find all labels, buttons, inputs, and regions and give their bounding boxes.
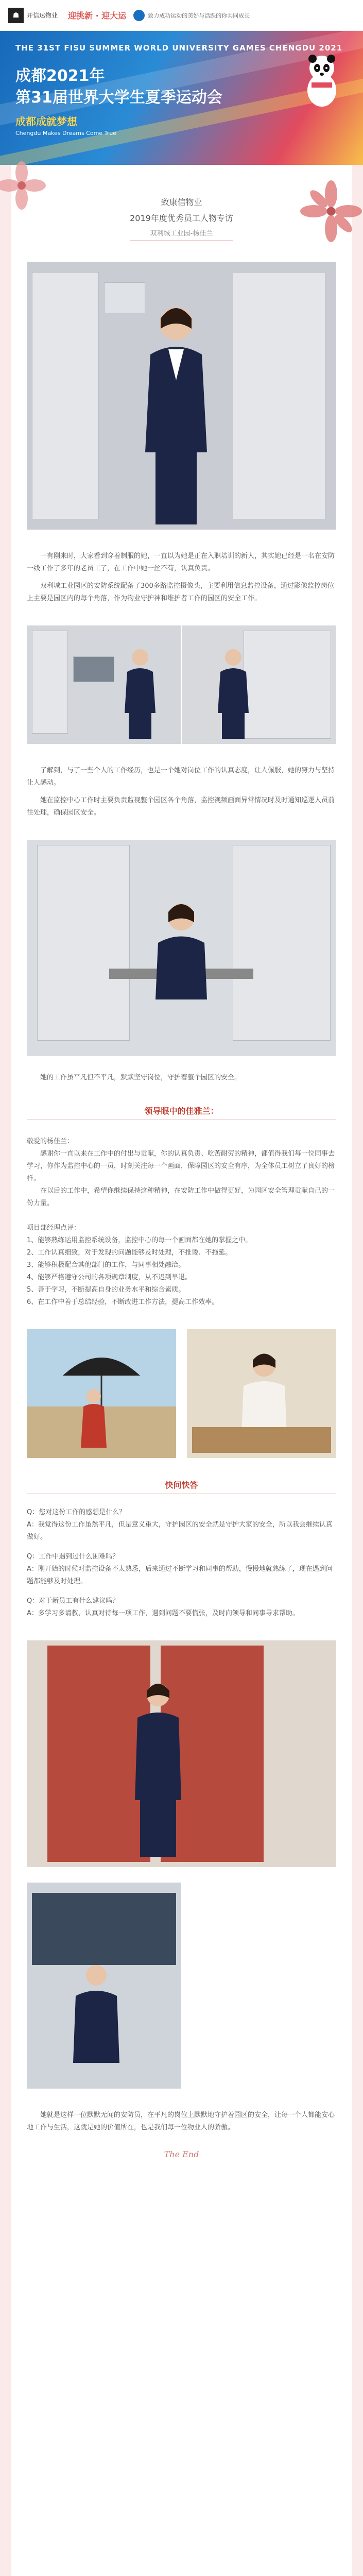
top-bar (0, 0, 363, 31)
intro-title: 2019年度优秀员工人物专访 (130, 213, 233, 223)
logo-icon: ☗ (12, 11, 20, 20)
qa-answer: A：我觉得这份工作虽然平凡，但是意义重大，守护园区的安全就是守护大家的安全，所以我会继续认真做好。 (27, 1521, 333, 1541)
person-figure-icon (119, 646, 161, 739)
person-figure-icon (213, 646, 254, 739)
qa-answer: A：多学习多请教，认真对待每一项工作，遇到问题不要慌张，及时向领导和同事寻求帮助。 (27, 1609, 299, 1617)
qa-question: Q：工作中遇到过什么困难吗？ (27, 1553, 119, 1561)
monitor-photo (27, 1883, 181, 2089)
paragraph-1: 一有刚来时，大家看到穿着制服的她，一直以为她是正在入职培训的新人，其实她已经是一名在安防一线工作了多年的老员工了，在工作中她一丝不苟，认真负责。 (27, 552, 335, 572)
manager-item: 5、善于学习，不断提高自身的业务水平和综合素质。 (27, 1286, 185, 1294)
leader-greeting: 敬爱的杨佳兰： (27, 1138, 74, 1145)
slogan-left: 迎挑新 · 迎大运 (68, 11, 127, 21)
universiade-logo-icon (133, 10, 145, 21)
flower-decoration-icon (0, 160, 47, 211)
article-card (11, 165, 352, 2576)
manager-item: 6、在工作中善于总结经验，不断改进工作方法，提高工作效率。 (27, 1298, 219, 1306)
paragraph-2: 双利城工业园区的安防系统配备了300多路监控摄像头，主要利用信息监控设备，通过影像监控岗位上主要是园区内的每个角落，作为物业守护神和维护者工作的园区的安全工作。 (27, 582, 334, 602)
banner-title-1: 成都2021年 (15, 67, 105, 85)
leader-body-1: 感谢你一直以来在工作中的付出与贡献，你的认真负责、吃苦耐劳的精神，都值得我们每一位同事去学习，你作为监控中心的一员，时刻关注每一个画面，保障园区的安全有序，为全体员工树立了良好的榜样。 (27, 1150, 335, 1182)
flower-decoration-icon (300, 180, 362, 242)
banner-subtitle: 成都成就梦想 (15, 115, 77, 128)
door-photo (27, 1640, 336, 1867)
the-end: The End (164, 2149, 199, 2159)
person-figure-icon (135, 298, 217, 530)
leader-section-title: 领导眼中的佳雅兰： (144, 1106, 219, 1116)
paragraph-4: 她在监控中心工作时主要负责监视整个园区各个角落，监控视频画面异常情况时及时通知巡逻人员前往处理，确保园区安全。 (27, 796, 335, 817)
lifestyle-photo-left (27, 1329, 176, 1458)
intro-company: 致康信物业 (161, 197, 202, 207)
panda-mascot-icon (301, 52, 342, 108)
person-figure-icon (58, 1960, 135, 2083)
leader-body-2: 在以后的工作中，希望你继续保持这种精神，在安防工作中做得更好，为园区安全管理贡献自己的一份力量。 (27, 1187, 335, 1207)
work-photo-right (182, 625, 336, 744)
slogan-right: 致力成功运动的美好与活跃的你共同成长 (148, 12, 250, 19)
manager-item: 3、能够积极配合其他部门的工作，与同事相处融洽。 (27, 1261, 185, 1269)
company-name: 开信达物业 (27, 12, 58, 19)
paragraph-3: 了解到，与了一些个人的工作经历，也是一个她对岗位工作的认真态度，让人佩服，她的努力与坚持让人感动。 (27, 767, 335, 787)
paragraph-5: 她的工作虽平凡但不平凡，默默坚守岗位，守护着整个园区的安全。 (40, 1074, 241, 1081)
person-figure-icon (125, 1676, 192, 1862)
qa-answer: A：刚开始的时候对监控设备不太熟悉，后来通过不断学习和同事的帮助，慢慢地就熟练了，现在遇到问题都能够及时处理。 (27, 1565, 333, 1585)
closing-paragraph: 她就是这样一位默默无闻的安防员，在平凡的岗位上默默地守护着园区的安全，让每一个人都能安心地工作与生活，这就是她的价值所在，也是我们每一位物业人的骄傲。 (27, 2111, 335, 2131)
manager-item: 2、工作认真细致，对于发现的问题能够及时处理，不推诿、不拖延。 (27, 1249, 232, 1257)
person-figure-icon (145, 896, 217, 1030)
qa-section-title: 快问快答 (165, 1480, 198, 1490)
company-logo (8, 8, 24, 23)
banner-en-title: THE 31ST FISU SUMMER WORLD UNIVERSITY GAMES CHENGDU 2021 (15, 43, 343, 53)
banner-subtitle-en: Chengdu Makes Dreams Come True (15, 130, 116, 137)
manager-item: 4、能够严格遵守公司的各项规章制度，从不迟到早退。 (27, 1274, 192, 1281)
manager-item: 1、能够熟练运用监控系统设备，监控中心的每一个画面都在她的掌握之中。 (27, 1236, 252, 1244)
seated-photo (27, 840, 336, 1056)
intro-person: 双利城工业园-杨佳兰 (150, 230, 213, 238)
umbrella-person-icon (58, 1345, 145, 1453)
qa-question: Q：您对这份工作的感想是什么？ (27, 1509, 126, 1516)
qa-question: Q：对于新员工有什么建议吗？ (27, 1597, 119, 1605)
manager-subtitle: 项目部经理点评： (27, 1224, 81, 1232)
banner-title-2: 第31届世界大学生夏季运动会 (15, 89, 222, 107)
work-photo-left (27, 625, 181, 744)
portrait-photo (27, 262, 336, 530)
lifestyle-photo-right (187, 1329, 336, 1458)
banner (0, 31, 363, 165)
